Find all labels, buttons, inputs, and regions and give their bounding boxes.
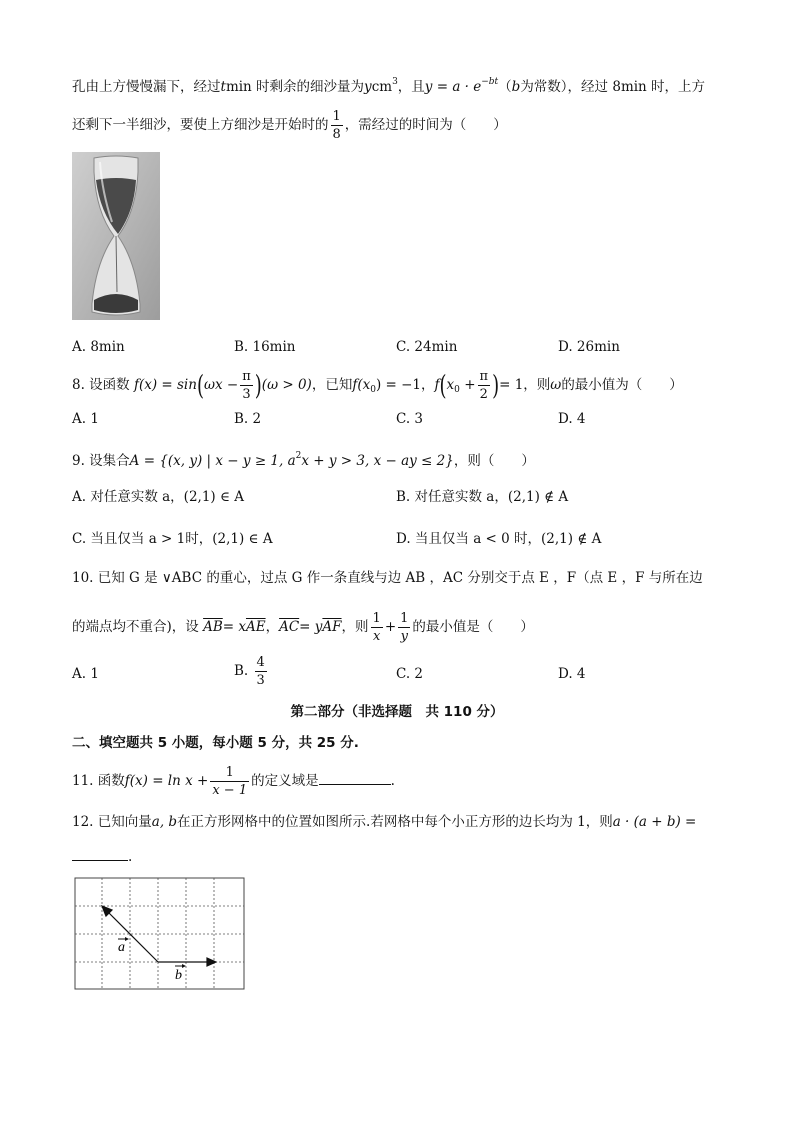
var-t: t — [220, 79, 226, 95]
q11-stem: 11. 函数f(x) = ln x + $\frac{1}{x - 1}$ 的定义域是 . — [72, 765, 395, 798]
part2-title: 第二部分（非选择题 共 110 分） — [290, 704, 504, 720]
grid-lines — [75, 878, 244, 989]
q10-line1: 10. 已知 G 是 ∨ABC 的重心，过点 G 作一条直线与边 AB ，AC 分别交于点 E ，F（点 E ，F 与所在边 — [72, 570, 703, 586]
section-fill-in-blank: 二、填空题共 5 小题，每小题 5 分，共 25 分. — [72, 735, 359, 751]
fraction-1-over-x-minus-1: $\frac{1}{x - 1}$ — [212, 765, 248, 798]
vector-b-label: b — [175, 968, 182, 983]
set-definition: A = {(x, y) | x − y ≥ 1, a — [129, 453, 296, 469]
q12-line2: . — [72, 846, 132, 867]
q8-option-d[interactable]: D. 4 — [558, 411, 586, 427]
fraction-one-eighth: $\frac{1}{8}$ — [332, 109, 341, 142]
vector-a-label: a — [118, 940, 125, 955]
q8-option-b[interactable]: B. 2 — [234, 411, 262, 427]
q7-option-c[interactable]: C. 24min — [396, 339, 458, 355]
q7-option-b[interactable]: B. 16min — [234, 339, 296, 355]
q9-option-a[interactable]: A. 对任意实数 a，(2,1) ∈ A — [72, 489, 244, 505]
fraction-1-over-y: $\frac{1}{y}$ — [400, 611, 409, 644]
fraction-pi-over-2: $\frac{\pi}{2}$ — [479, 369, 489, 402]
vector-ae: $\overline{AE}$ — [245, 619, 266, 635]
q10-option-d[interactable]: D. 4 — [558, 666, 586, 682]
q8-stem: 8. 设函数 f(x) = sin(ωx − $\frac{\pi}{3}$ )(ω > 0)，已知$f(x_0) = -1$，$f(x_0$ + $\frac{\pi}{2}$ )= 1，则ω的最小值为（ ） — [72, 369, 683, 402]
q9-option-c[interactable]: C. 当且仅当 a > 1时，(2,1) ∈ A — [72, 531, 273, 547]
q10-option-b[interactable]: B. $\frac{4}{3}$ — [234, 655, 265, 688]
q9-option-d[interactable]: D. 当且仅当 a < 0 时，(2,1) ∉ A — [396, 531, 602, 547]
grid-border — [75, 878, 244, 989]
q10-option-c[interactable]: C. 2 — [396, 666, 424, 682]
vector-b-arrowhead — [207, 958, 216, 966]
q7-line2: 还剩下一半细沙，要使上方细沙是开始时的 $\frac{1}{8}$ ，需经过的时间为（ ） — [72, 109, 507, 142]
q12-line1: 12. 已知向量a, b在正方形网格中的位置如图所示.若网格中每个小正方形的边长均为 1，则a · (a + b) = — [72, 814, 697, 830]
q7-line1: 孔由上方慢慢漏下，经过tmin 时剩余的细沙量为ycm$^3$，且$y = a \cdot e^{-bt}(b$为常数），经过 8min 时，上方 — [72, 77, 706, 95]
decay-formula: y = a · e — [424, 79, 482, 95]
q8-option-a[interactable]: A. 1 — [72, 411, 99, 427]
fraction-pi-over-3: $\frac{\pi}{3}$ — [242, 369, 251, 402]
q11-answer-blank[interactable] — [319, 770, 391, 785]
q9-option-b[interactable]: B. 对任意实数 a，(2,1) ∉ A — [396, 489, 569, 505]
q9-stem: 9. 设集合A = {(x, y) | x − y ≥ 1, $a^2x + y > 3$, x − ay ≤ 2}，则（ ） — [72, 451, 535, 469]
q10-line2: 的端点均不重合)，设 $\overline{AB}= x\overline{AE}$，$\overline{AC}= y\overline{AF}$，则 $\frac{1}{x}$ + $\frac{1}{y}$ 的最小值是（ ） — [72, 611, 534, 644]
q7-option-a[interactable]: A. 8min — [72, 339, 125, 355]
fraction-4-over-3: $\frac{4}{3}$ — [256, 655, 265, 688]
vector-ac: $\overline{AC}$ — [279, 619, 300, 635]
fraction-1-over-x: $\frac{1}{x}$ — [372, 611, 381, 644]
vector-ab: $\overline{AB}$ — [203, 619, 223, 635]
q7-option-d[interactable]: D. 26min — [558, 339, 620, 355]
hourglass-image — [72, 152, 160, 320]
vector-a-line — [104, 908, 158, 962]
q12-answer-blank[interactable] — [72, 846, 128, 861]
vector-af: $\overline{AF}$ — [322, 619, 342, 635]
vector-grid-figure — [74, 877, 246, 991]
q10-option-a[interactable]: A. 1 — [72, 666, 99, 682]
q8-option-c[interactable]: C. 3 — [396, 411, 424, 427]
